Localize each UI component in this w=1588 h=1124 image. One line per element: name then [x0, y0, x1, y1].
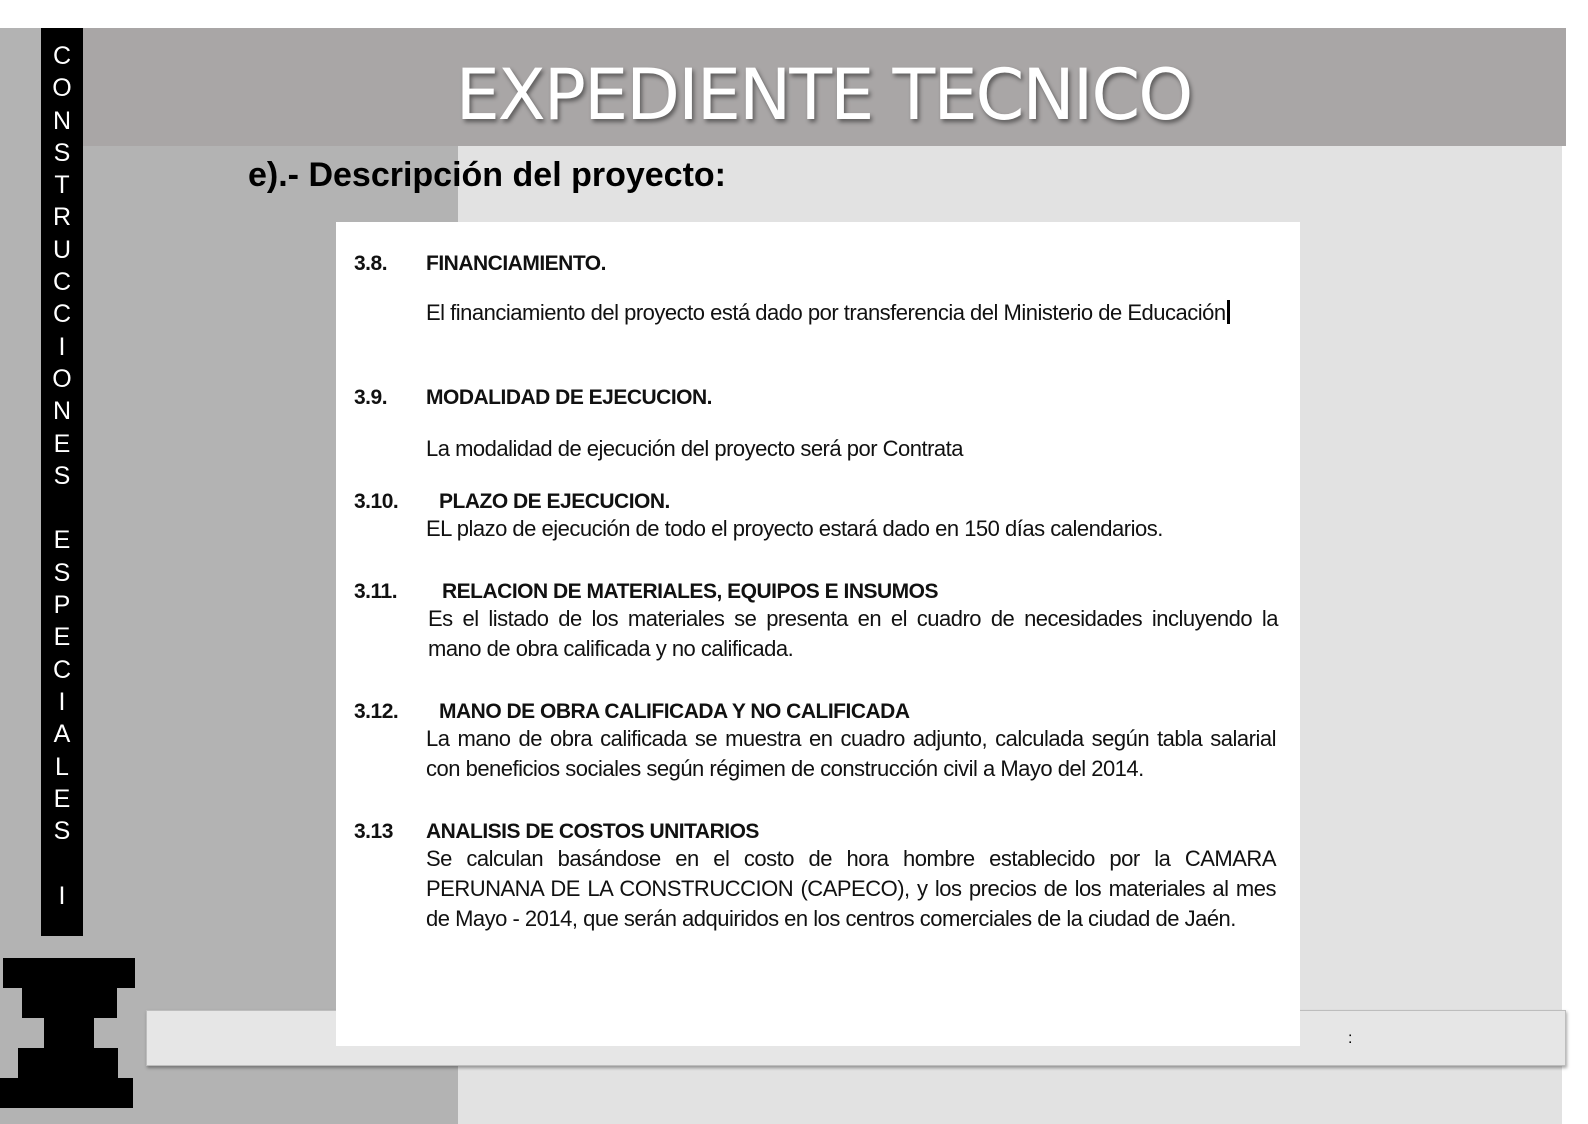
section-number: 3.9. [354, 386, 388, 409]
section-number: 3.11. [354, 580, 398, 603]
section-number: 3.10. [354, 490, 399, 513]
section-number: 3.8. [354, 252, 388, 275]
section-body: EL plazo de ejecución de todo el proyecto estará dado en 150 días calendarios. [426, 516, 1163, 541]
section-title: PLAZO DE EJECUCION. [439, 490, 670, 513]
section-title: ANALISIS DE COSTOS UNITARIOS [426, 820, 759, 843]
section-subtitle: e).- Descripción del proyecto: [248, 156, 726, 194]
section-body: La mano de obra calificada se muestra en cuadro adjunto, calculada según tabla salarial con beneficios sociales según régimen de construcción civil a Mayo del 2014. [426, 726, 1276, 781]
section-title: MODALIDAD DE EJECUCION. [426, 386, 713, 409]
section-body-text: El financiamiento del proyecto está dado por transferencia del Ministerio de Educación [426, 300, 1226, 325]
section-title: RELACION DE MATERIALES, EQUIPOS E INSUMOS [442, 580, 938, 603]
section-number: 3.13 [354, 820, 393, 843]
page-title: EXPEDIENTE TECNICO [455, 54, 1192, 136]
footer-mark: : [1348, 1030, 1353, 1047]
company-logo-icon [0, 958, 135, 1108]
section-body: La modalidad de ejecución del proyecto será por Contrata [426, 436, 964, 461]
vertical-sidebar-text: C O N S T R U C C I O N E S E S P E C I A L E S I [52, 42, 72, 910]
section-body: Es el listado de los materiales se presenta en el cuadro de necesidades incluyendo la mano de obra calificada y no calificada. [428, 606, 1278, 661]
text-cursor-icon [1227, 300, 1230, 324]
section-body: Se calculan basándose en el costo de hora hombre establecido por la CAMARA PERUNANA DE LA CONSTRUCCION (CAPECO), y los precios de los materiales al mes de Mayo - 2014, que serán adquiridos en los centros comerciales de la ciudad de Jaén. [426, 846, 1276, 931]
header-band [81, 28, 1566, 146]
section-title: FINANCIAMIENTO. [426, 252, 606, 275]
section-number: 3.12. [354, 700, 399, 723]
section-title: MANO DE OBRA CALIFICADA Y NO CALIFICADA [439, 700, 910, 723]
section-body [426, 298, 1276, 328]
vertical-sidebar [41, 28, 83, 936]
document-image [336, 222, 1300, 1046]
